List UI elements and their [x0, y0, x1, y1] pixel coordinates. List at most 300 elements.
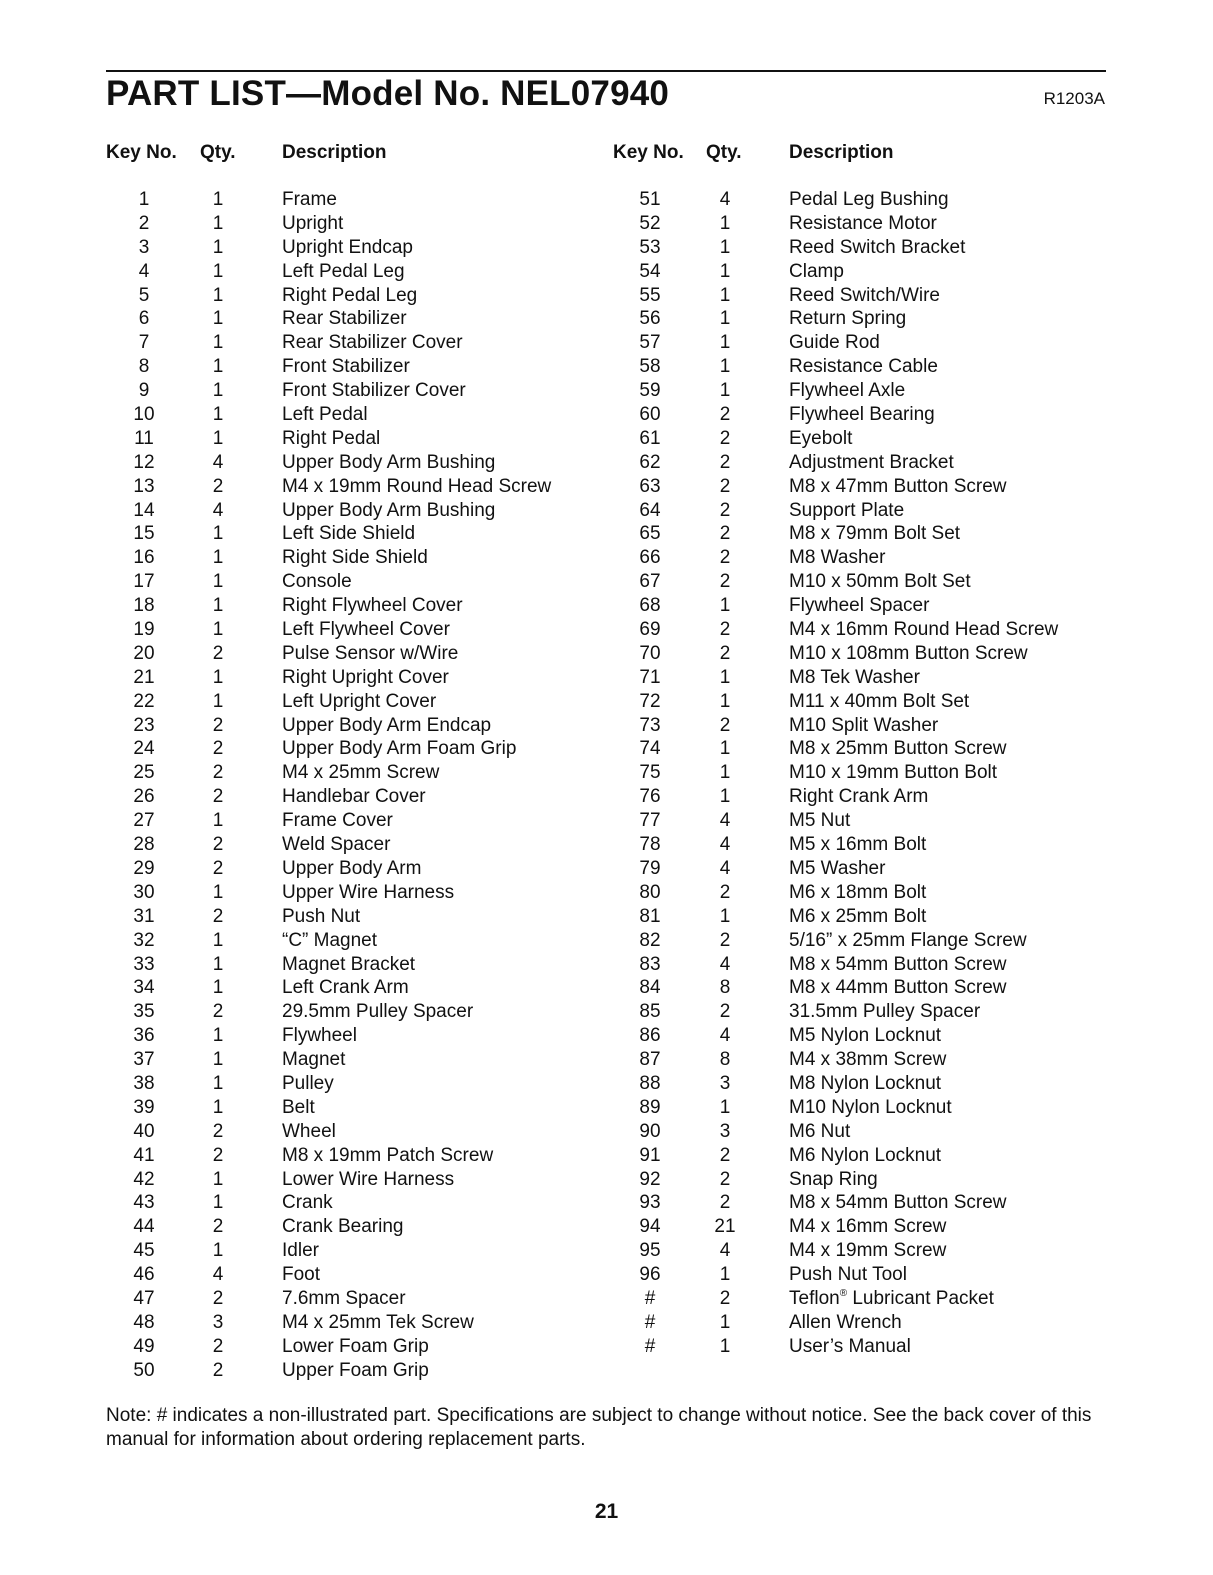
part-description: Right Crank Arm: [789, 786, 929, 808]
part-key-number: 83: [639, 953, 661, 975]
part-quantity: 2: [719, 881, 731, 903]
part-quantity: 2: [719, 1168, 731, 1190]
part-quantity: 1: [212, 547, 224, 569]
part-description: Upper Body Arm Bushing: [282, 451, 496, 473]
part-quantity: 1: [212, 427, 224, 449]
part-description: Push Nut Tool: [789, 1264, 907, 1286]
part-key-number: 53: [639, 236, 661, 258]
part-quantity: 4: [719, 189, 731, 210]
part-quantity: 1: [719, 762, 731, 784]
part-key-number: 96: [639, 1264, 661, 1286]
part-quantity: 1: [719, 738, 731, 760]
part-quantity: 2: [212, 642, 224, 664]
part-key-number: 4: [138, 260, 150, 282]
part-key-number: 67: [639, 571, 661, 593]
part-quantity: 1: [212, 619, 224, 641]
part-quantity: 2: [212, 738, 224, 760]
part-description: M4 x 38mm Screw: [789, 1049, 947, 1071]
part-description: M4 x 25mm Tek Screw: [282, 1311, 474, 1333]
part-description-text: Teflon: [789, 1287, 840, 1309]
part-key-number: 58: [639, 356, 661, 378]
part-quantity: 3: [212, 1311, 224, 1333]
part-description: Right Pedal Leg: [282, 284, 418, 306]
part-quantity: 2: [212, 834, 224, 856]
part-key-number: 55: [639, 284, 661, 306]
part-description: Upper Body Arm Endcap: [282, 714, 492, 736]
part-quantity: 4: [212, 499, 224, 521]
part-description: M11 x 40mm Bolt Set: [789, 690, 970, 712]
part-description: Allen Wrench: [789, 1311, 902, 1333]
part-description: Rear Stabilizer: [282, 308, 407, 330]
part-quantity: 1: [212, 595, 224, 617]
part-quantity: 1: [719, 1264, 731, 1286]
part-description: Right Flywheel Cover: [282, 595, 463, 617]
part-key-number: 59: [639, 380, 661, 402]
part-key-number: 78: [639, 834, 661, 856]
part-key-number: 6: [138, 308, 150, 330]
part-description: M6 x 18mm Bolt: [789, 881, 927, 903]
part-key-number: #: [644, 1335, 656, 1357]
part-quantity: 1: [719, 786, 731, 808]
part-quantity: 2: [212, 714, 224, 736]
part-quantity: 2: [212, 1216, 224, 1238]
part-description: Resistance Motor: [789, 212, 937, 234]
part-quantity: 4: [719, 953, 731, 975]
footnote: Note: # indicates a non-illustrated part. Specifications are subject to change without notice. See the back cover of this manual for information about ordering replacement parts.: [106, 1405, 1092, 1450]
part-quantity: 8: [719, 977, 731, 999]
part-description: Front Stabilizer: [282, 356, 410, 378]
part-description: Support Plate: [789, 499, 905, 521]
part-key-number: 77: [639, 810, 661, 832]
part-quantity: 1: [212, 810, 224, 832]
part-description: Upper Body Arm Bushing: [282, 499, 496, 521]
part-quantity: 1: [212, 1049, 224, 1071]
part-quantity: 1: [212, 1025, 224, 1047]
part-key-number: 32: [133, 929, 155, 951]
part-key-number: 69: [639, 619, 661, 641]
part-key-number: 87: [639, 1049, 661, 1071]
part-quantity: 4: [212, 451, 224, 473]
part-key-number: 74: [639, 738, 661, 760]
part-key-number: 21: [133, 666, 155, 688]
part-quantity: 2: [212, 475, 224, 497]
part-description: Right Upright Cover: [282, 666, 449, 688]
part-description: M5 Nut: [789, 810, 851, 832]
part-description: Magnet Bracket: [282, 953, 416, 975]
part-quantity: 1: [212, 571, 224, 593]
part-description: Frame: [282, 189, 337, 210]
part-key-number: #: [644, 1311, 656, 1333]
part-description: M8 Tek Washer: [789, 666, 920, 688]
part-quantity: 1: [212, 260, 224, 282]
part-key-number: 71: [639, 666, 661, 688]
part-key-number: 31: [133, 905, 155, 927]
part-quantity: 1: [719, 1096, 731, 1118]
part-description: Right Side Shield: [282, 547, 428, 569]
left-qty-header: Qty.: [200, 142, 236, 163]
part-quantity: 2: [719, 1001, 731, 1023]
part-description: Weld Spacer: [282, 834, 391, 856]
part-description: M4 x 19mm Round Head Screw: [282, 475, 552, 497]
part-quantity: 8: [719, 1049, 731, 1071]
part-description: Guide Rod: [789, 332, 880, 354]
part-description: M4 x 25mm Screw: [282, 762, 440, 784]
part-description: Pulse Sensor w/Wire: [282, 642, 459, 664]
part-description: “C” Magnet: [282, 929, 378, 951]
part-key-number: 68: [639, 595, 661, 617]
part-quantity: 2: [719, 1192, 731, 1214]
right-description-header: Description: [789, 142, 894, 163]
part-key-number: 49: [133, 1335, 155, 1357]
part-key-number: 51: [639, 189, 661, 210]
part-description: Upper Body Arm: [282, 857, 422, 879]
part-key-number: 60: [639, 404, 661, 426]
part-description: [789, 1287, 994, 1311]
part-key-number: 41: [133, 1144, 155, 1166]
part-description: M8 x 19mm Patch Screw: [282, 1144, 494, 1166]
part-key-number: 14: [133, 499, 155, 521]
part-quantity: 1: [212, 929, 224, 951]
part-description-text: Lubricant Packet: [847, 1287, 994, 1309]
part-description: Left Crank Arm: [282, 977, 409, 999]
part-quantity: 2: [719, 427, 731, 449]
part-key-number: 43: [133, 1192, 155, 1214]
part-quantity: 1: [212, 332, 224, 354]
part-key-number: 44: [133, 1216, 155, 1238]
part-description: Snap Ring: [789, 1168, 878, 1190]
part-quantity: 2: [719, 451, 731, 473]
part-key-number: 48: [133, 1311, 155, 1333]
part-quantity: 1: [212, 1096, 224, 1118]
part-description: 29.5mm Pulley Spacer: [282, 1001, 474, 1023]
part-key-number: 57: [639, 332, 661, 354]
part-key-number: 34: [133, 977, 155, 999]
part-key-number: 19: [133, 619, 155, 641]
part-quantity: 1: [212, 523, 224, 545]
part-description: Resistance Cable: [789, 356, 938, 378]
part-quantity: 2: [719, 714, 731, 736]
part-key-number: 63: [639, 475, 661, 497]
part-description: M8 x 54mm Button Screw: [789, 953, 1007, 975]
part-quantity: 1: [719, 595, 731, 617]
part-key-number: 70: [639, 642, 661, 664]
part-key-number: 52: [639, 212, 661, 234]
part-quantity: 1: [212, 1072, 224, 1094]
part-description: Flywheel Axle: [789, 380, 906, 402]
page-number: 21: [594, 1500, 619, 1523]
part-description: Upper Wire Harness: [282, 881, 455, 903]
part-quantity: 2: [719, 547, 731, 569]
part-description: M4 x 16mm Round Head Screw: [789, 619, 1059, 641]
part-key-number: 18: [133, 595, 155, 617]
part-quantity: 1: [719, 1311, 731, 1333]
part-description: Flywheel Bearing: [789, 404, 935, 426]
part-quantity: 2: [719, 1144, 731, 1166]
part-key-number: 47: [133, 1287, 155, 1309]
part-description: Rear Stabilizer Cover: [282, 332, 463, 354]
part-key-number: 93: [639, 1192, 661, 1214]
part-quantity: 1: [212, 356, 224, 378]
part-key-number: 8: [138, 356, 150, 378]
part-quantity: 2: [719, 571, 731, 593]
part-key-number: 72: [639, 690, 661, 712]
part-description: Idler: [282, 1240, 319, 1262]
part-description: Lower Foam Grip: [282, 1335, 429, 1357]
part-key-number: 75: [639, 762, 661, 784]
part-key-number: 42: [133, 1168, 155, 1190]
part-quantity: 2: [212, 762, 224, 784]
part-description: Adjustment Bracket: [789, 451, 954, 473]
part-key-number: 17: [133, 571, 155, 593]
part-quantity: 2: [719, 642, 731, 664]
part-description: M10 Split Washer: [789, 714, 939, 736]
part-quantity: 2: [719, 499, 731, 521]
part-key-number: 38: [133, 1072, 155, 1094]
part-description: Frame Cover: [282, 810, 393, 832]
part-description: M8 x 44mm Button Screw: [789, 977, 1007, 999]
part-description: M8 Washer: [789, 547, 886, 569]
part-key-number: 23: [133, 714, 155, 736]
part-quantity: 1: [212, 690, 224, 712]
part-key-number: 33: [133, 953, 155, 975]
part-quantity: 1: [719, 260, 731, 282]
part-description: Flywheel Spacer: [789, 595, 930, 617]
right-qty-header: Qty.: [706, 142, 742, 163]
part-description: Pulley: [282, 1072, 334, 1094]
part-quantity: 1: [719, 380, 731, 402]
part-key-number: 13: [133, 475, 155, 497]
part-key-number: 66: [639, 547, 661, 569]
part-quantity: 1: [212, 284, 224, 306]
part-key-number: 7: [138, 332, 150, 354]
part-quantity: 2: [212, 1287, 224, 1309]
part-quantity: 4: [719, 1240, 731, 1262]
part-description: Left Flywheel Cover: [282, 619, 450, 641]
part-quantity: 3: [719, 1072, 731, 1094]
part-key-number: 88: [639, 1072, 661, 1094]
part-quantity: 1: [212, 881, 224, 903]
part-description: Upper Body Arm Foam Grip: [282, 738, 517, 760]
part-key-number: 80: [639, 881, 661, 903]
part-quantity: 2: [719, 929, 731, 951]
part-description: Belt: [282, 1096, 315, 1118]
part-key-number: 25: [133, 762, 155, 784]
part-description: Clamp: [789, 260, 844, 282]
part-description: 5/16” x 25mm Flange Screw: [789, 929, 1027, 951]
part-description: Return Spring: [789, 308, 907, 330]
part-quantity: 2: [212, 857, 224, 879]
part-key-number: 10: [133, 404, 155, 426]
part-key-number: 64: [639, 499, 661, 521]
part-key-number: 65: [639, 523, 661, 545]
part-key-number: 20: [133, 642, 155, 664]
part-key-number: 36: [133, 1025, 155, 1047]
part-key-number: 82: [639, 929, 661, 951]
part-quantity: 4: [719, 834, 731, 856]
part-key-number: 86: [639, 1025, 661, 1047]
part-quantity: 1: [719, 690, 731, 712]
part-quantity: 1: [212, 953, 224, 975]
part-key-number: 35: [133, 1001, 155, 1023]
part-quantity: 4: [719, 857, 731, 879]
part-key-number: 62: [639, 451, 661, 473]
part-quantity: 4: [719, 1025, 731, 1047]
part-key-number: 46: [133, 1264, 155, 1286]
part-quantity: 4: [212, 1264, 224, 1286]
part-key-number: 1: [138, 189, 150, 210]
part-quantity: 1: [212, 1168, 224, 1190]
part-description: Left Upright Cover: [282, 690, 437, 712]
part-quantity: 3: [719, 1120, 731, 1142]
part-description: User’s Manual: [789, 1335, 911, 1357]
part-key-number: 15: [133, 523, 155, 545]
part-key-number: 24: [133, 738, 155, 760]
left-key-no-header: Key No.: [106, 142, 177, 163]
part-key-number: 73: [639, 714, 661, 736]
part-description: M4 x 16mm Screw: [789, 1216, 947, 1238]
part-key-number: 30: [133, 881, 155, 903]
part-description: M8 Nylon Locknut: [789, 1072, 942, 1094]
part-description: M6 Nylon Locknut: [789, 1144, 942, 1166]
part-key-number: 11: [134, 427, 154, 449]
part-description: 7.6mm Spacer: [282, 1287, 406, 1309]
part-key-number: 54: [639, 260, 661, 282]
part-key-number: 92: [639, 1168, 661, 1190]
part-description: M10 x 50mm Bolt Set: [789, 571, 971, 593]
part-key-number: 76: [639, 786, 661, 808]
part-key-number: #: [644, 1287, 656, 1309]
part-quantity: 1: [719, 236, 731, 258]
part-description: Lower Wire Harness: [282, 1168, 455, 1190]
part-quantity: 1: [719, 284, 731, 306]
part-description: Foot: [282, 1264, 321, 1286]
part-description: M6 x 25mm Bolt: [789, 905, 927, 927]
part-key-number: 85: [639, 1001, 661, 1023]
part-description: M5 Washer: [789, 857, 886, 879]
part-key-number: 28: [133, 834, 155, 856]
part-quantity: 1: [212, 236, 224, 258]
part-description: 31.5mm Pulley Spacer: [789, 1001, 981, 1023]
part-key-number: 40: [133, 1120, 155, 1142]
part-description: Crank: [282, 1192, 333, 1214]
right-key-no-header: Key No.: [613, 142, 684, 163]
revision-code: R1203A: [1043, 89, 1105, 108]
part-description: M8 x 79mm Bolt Set: [789, 523, 961, 545]
part-quantity: 1: [719, 356, 731, 378]
part-quantity: 2: [212, 786, 224, 808]
part-description: Handlebar Cover: [282, 786, 426, 808]
part-description: Upright Endcap: [282, 236, 413, 258]
part-description: Wheel: [282, 1120, 336, 1142]
part-quantity: 1: [212, 189, 224, 210]
part-quantity: 2: [719, 404, 731, 426]
part-key-number: 2: [138, 212, 150, 234]
part-key-number: 3: [138, 236, 150, 258]
part-quantity: 2: [212, 1120, 224, 1142]
part-description: Push Nut: [282, 905, 361, 927]
part-quantity: 2: [212, 905, 224, 927]
part-description: Left Pedal Leg: [282, 260, 405, 282]
part-key-number: 79: [639, 857, 661, 879]
part-description: Upper Foam Grip: [282, 1359, 429, 1381]
part-quantity: 2: [719, 523, 731, 545]
part-key-number: 29: [133, 857, 155, 879]
part-key-number: 39: [133, 1096, 155, 1118]
part-quantity: 4: [719, 810, 731, 832]
part-description: M8 x 25mm Button Screw: [789, 738, 1007, 760]
part-description: Left Pedal: [282, 404, 368, 426]
part-description: M4 x 19mm Screw: [789, 1240, 947, 1262]
part-description: Front Stabilizer Cover: [282, 380, 466, 402]
part-description: Eyebolt: [789, 427, 853, 449]
part-description: M6 Nut: [789, 1120, 851, 1142]
part-description: M10 x 108mm Button Screw: [789, 642, 1028, 664]
part-description: Right Pedal: [282, 427, 381, 449]
part-description: Magnet: [282, 1049, 346, 1071]
part-quantity: 1: [212, 308, 224, 330]
part-description: M5 Nylon Locknut: [789, 1025, 942, 1047]
part-quantity: 1: [212, 1240, 224, 1262]
part-key-number: 45: [133, 1240, 155, 1262]
part-key-number: 22: [133, 690, 155, 712]
part-key-number: 81: [639, 905, 661, 927]
part-key-number: 90: [639, 1120, 661, 1142]
part-key-number: 26: [133, 786, 155, 808]
part-quantity: 2: [212, 1335, 224, 1357]
page-title: PART LIST—Model No. NEL07940: [106, 74, 670, 113]
part-description: M8 x 54mm Button Screw: [789, 1192, 1007, 1214]
part-key-number: 12: [133, 451, 155, 473]
part-quantity: 1: [719, 212, 731, 234]
part-description: Flywheel: [282, 1025, 357, 1047]
part-description: M8 x 47mm Button Screw: [789, 475, 1007, 497]
part-quantity: 1: [212, 380, 224, 402]
part-quantity: 1: [212, 977, 224, 999]
part-quantity: 2: [212, 1359, 224, 1381]
registered-mark: ®: [839, 1287, 848, 1299]
part-quantity: 1: [719, 308, 731, 330]
part-key-number: 91: [639, 1144, 661, 1166]
part-quantity: 1: [212, 666, 224, 688]
part-quantity: 1: [212, 404, 224, 426]
part-quantity: 2: [719, 619, 731, 641]
part-description: Console: [282, 571, 352, 593]
part-quantity: 1: [212, 212, 224, 234]
part-description: Reed Switch Bracket: [789, 236, 966, 258]
part-quantity: 1: [719, 1335, 731, 1357]
part-key-number: 27: [133, 810, 155, 832]
part-key-number: 5: [138, 284, 150, 306]
part-description: M10 Nylon Locknut: [789, 1096, 952, 1118]
part-key-number: 9: [138, 380, 150, 402]
part-quantity: 2: [212, 1144, 224, 1166]
part-description: Left Side Shield: [282, 523, 416, 545]
part-key-number: 89: [639, 1096, 661, 1118]
part-description: Reed Switch/Wire: [789, 284, 940, 306]
part-quantity: 1: [719, 332, 731, 354]
part-key-number: 37: [133, 1049, 155, 1071]
part-description: Pedal Leg Bushing: [789, 189, 949, 210]
part-key-number: 94: [639, 1216, 661, 1238]
part-description: M5 x 16mm Bolt: [789, 834, 927, 856]
part-key-number: 84: [639, 977, 661, 999]
left-description-header: Description: [282, 142, 387, 163]
part-key-number: 56: [639, 308, 661, 330]
part-key-number: 61: [639, 427, 661, 449]
part-quantity: 2: [719, 1287, 731, 1309]
part-quantity: 21: [714, 1216, 736, 1238]
part-quantity: 1: [212, 1192, 224, 1214]
